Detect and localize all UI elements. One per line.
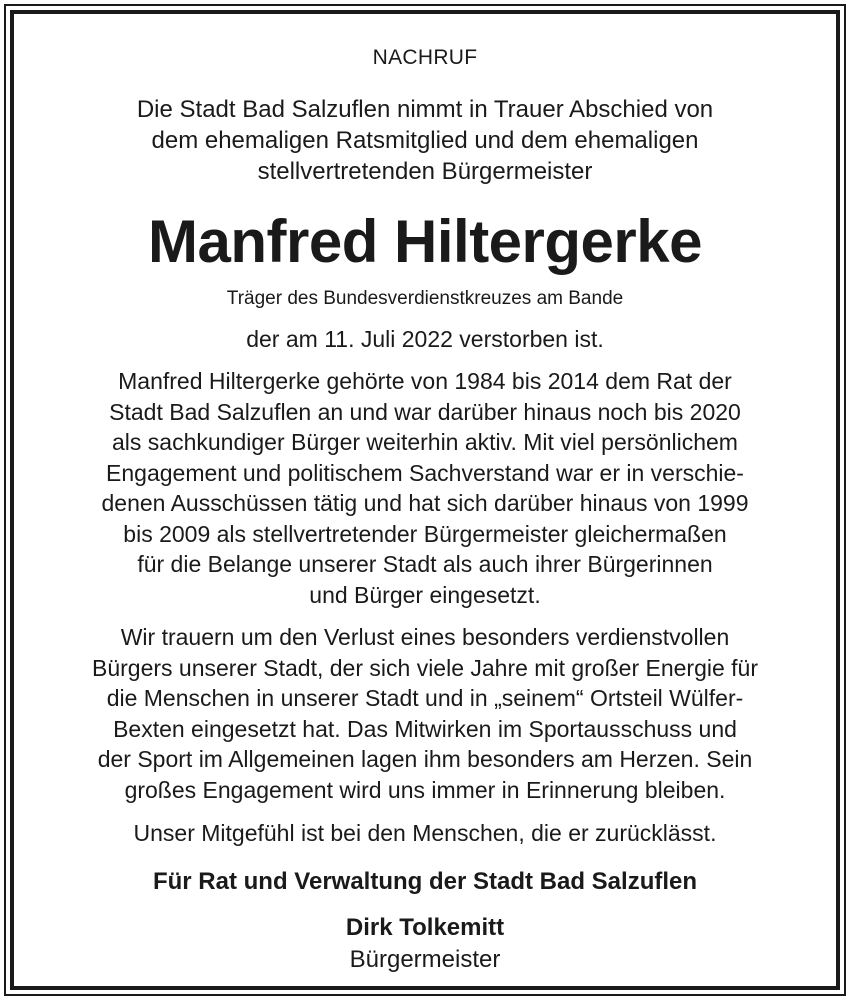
intro-line: Die Stadt Bad Salzuflen nimmt in Trauer Abschied von (136, 96, 714, 123)
deceased-name: Manfred Hiltergerke (148, 208, 702, 275)
text-line: großes Engagement wird uns immer in Erinnerung bleiben. (124, 776, 726, 803)
text-line: bis 2009 als stellvertretender Bürgermeister gleichermaßen (123, 520, 727, 547)
signer-name: Dirk Tolkemitt (345, 914, 505, 941)
text-line: als sachkundiger Bürger weiterhin aktiv. Mit viel persönlichem (112, 429, 738, 455)
obituary-frame (10, 10, 840, 990)
intro-line: dem ehemaligen Ratsmitglied und dem ehemaligen (151, 127, 699, 154)
notice-heading: NACHRUF (372, 46, 478, 69)
text-line: Manfred Hiltergerke gehörte von 1984 bis 2014 dem Rat der (118, 368, 732, 394)
text-line: Bürgers unserer Stadt, der sich viele Jahre mit großer Energie für (91, 654, 758, 681)
text-line: für die Belange unserer Stadt als auch ihrer Bürgerinnen (137, 551, 713, 577)
text-line: Bexten eingesetzt hat. Das Mitwirken im Sportausschuss und (113, 715, 737, 742)
intro-text (44, 94, 806, 187)
text-line: Engagement und politischem Sachverstand war er in verschie- (106, 459, 744, 486)
text-line: Wir trauern um den Verlust eines besonders verdienstvollen (120, 624, 730, 650)
biography-paragraph (44, 366, 806, 610)
mourning-paragraph (44, 622, 806, 805)
text-line: und Bürger eingesetzt. (309, 581, 541, 608)
council-signature: Für Rat und Verwaltung der Stadt Bad Salzuflen (152, 868, 698, 895)
text-line: denen Ausschüssen tätig und hat sich darüber hinaus von 1999 (101, 490, 749, 516)
text-line: der Sport im Allgemeinen lagen ihm besonders am Herzen. Sein (97, 746, 753, 772)
intro-line: stellvertretenden Bürgermeister (257, 158, 593, 185)
death-date-line: der am 11. Juli 2022 verstorben ist. (246, 326, 604, 352)
text-line: die Menschen in unserer Stadt und in „seinem“ Ortsteil Wülfer- (106, 685, 744, 711)
sympathy-line: Unser Mitgefühl ist bei den Menschen, die er zurücklässt. (133, 820, 717, 846)
signer-role: Bürgermeister (349, 946, 501, 973)
honor-line: Träger des Bundesverdienstkreuzes am Bande (226, 288, 624, 309)
text-line: Stadt Bad Salzuflen an und war darüber hinaus noch bis 2020 (109, 398, 741, 425)
